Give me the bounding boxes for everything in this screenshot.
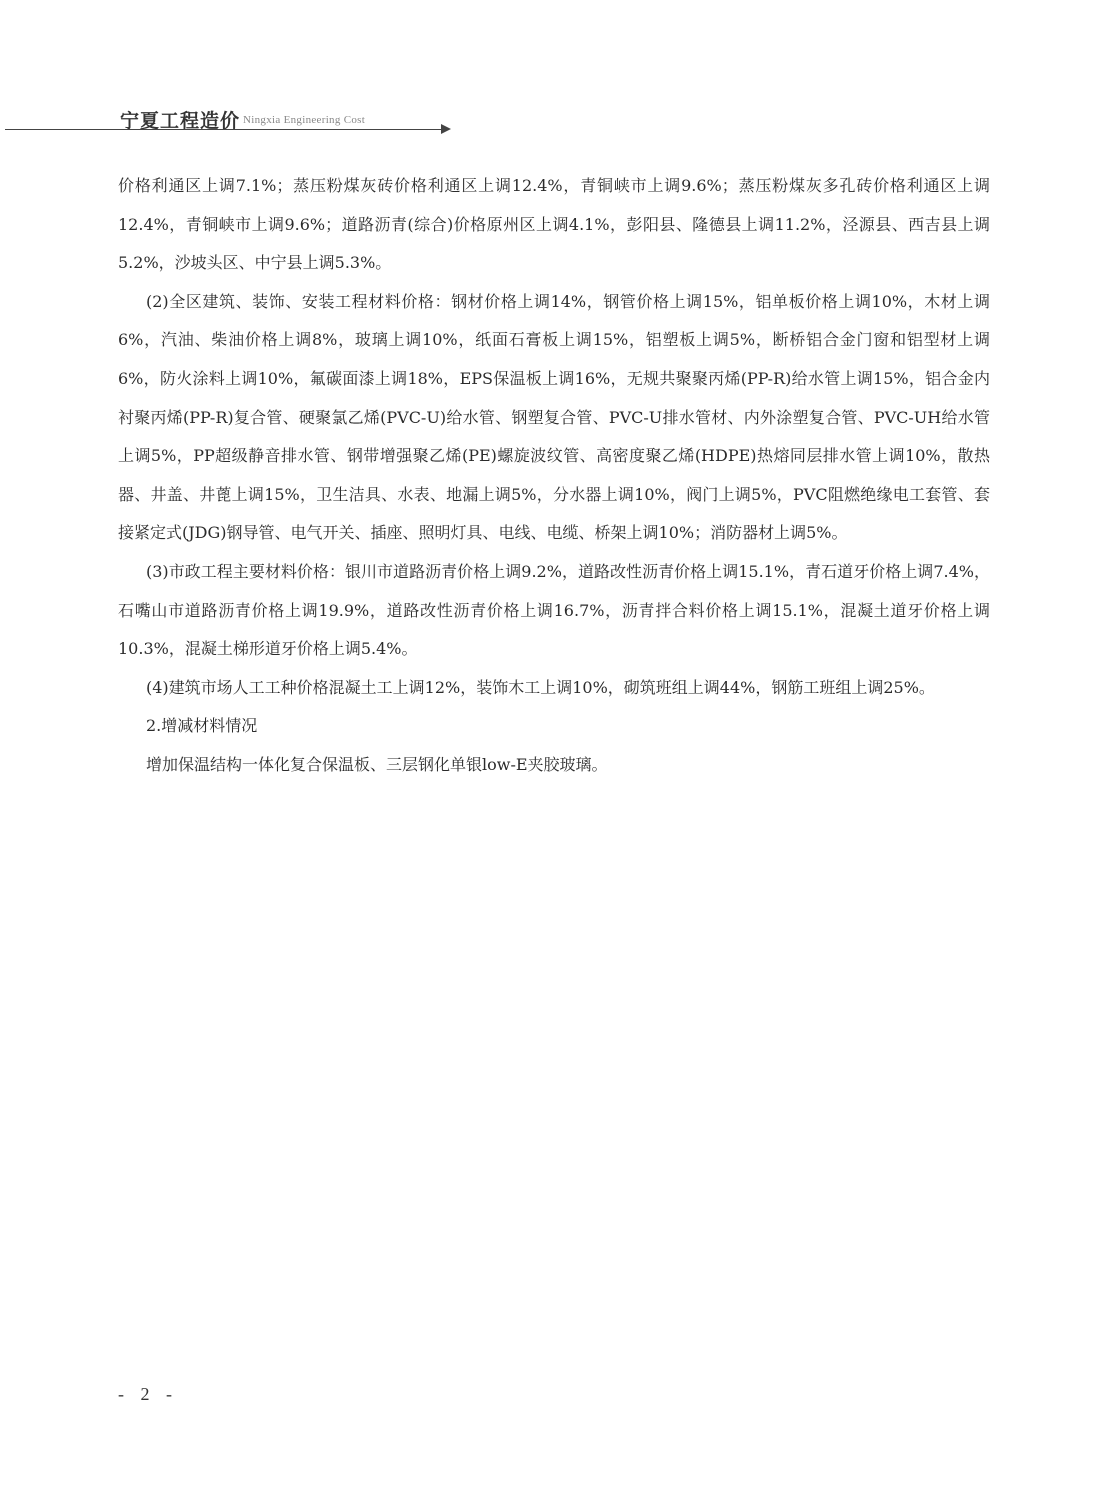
section-heading: 2.增减材料情况 (146, 716, 258, 736)
header-arrow-icon (441, 124, 451, 134)
journal-english-title: Ningxia Engineering Cost (243, 114, 366, 126)
paragraph-municipal-materials: (3)市政工程主要材料价格：银川市道路沥青价格上调9.2%，道路改性沥青价格上调15.1%，青石道牙价格上调7.4%，石嘴山市道路沥青价格上调19.9%，道路改性沥青价格上调16.7%，沥青拌合料价格上调15.1%，混凝土道牙价格上调10.3%，混凝土梯形道牙价格上调5.4%。 (118, 561, 990, 659)
running-header (0, 100, 1105, 140)
paragraph-continued: 价格利通区上调7.1%；蒸压粉煤灰砖价格利通区上调12.4%，青铜峡市上调9.6%；蒸压粉煤灰多孔砖价格利通区上调12.4%，青铜峡市上调9.6%；道路沥青(综合)价格原州区上调4.1%，彭阳县、隆德县上调11.2%，泾源县、西吉县上调5.2%，沙坡头区、中宁县上调5.3%。 (118, 176, 990, 273)
paragraph-added-materials: 增加保温结构一体化复合保温板、三层钢化单银low-E夹胶玻璃。 (146, 754, 608, 774)
paragraph-labor-prices: (4)建筑市场人工工种价格混凝土工上调12%，装饰木工上调10%，砌筑班组上调44%，钢筋工班组上调25%。 (146, 677, 935, 697)
journal-title: 宁夏工程造价 (120, 110, 241, 132)
header-rule (5, 129, 445, 130)
body-text (118, 167, 990, 785)
page-number: - 2 - (118, 1384, 178, 1404)
paragraph-building-materials: (2)全区建筑、装饰、安装工程材料价格：钢材价格上调14%，钢管价格上调15%，铝单板价格上调10%，木材上调6%，汽油、柴油价格上调8%，玻璃上调10%，纸面石膏板上调15%，铝塑板上调5%，断桥铝合金门窗和铝型材上调6%，防火涂料上调10%，氟碳面漆上调18%，EPS保温板上调16%，无规共聚聚丙烯(PP-R)给水管上调15%，铝合金内衬聚丙烯(PP-R)复合管、硬聚氯乙烯(PVC-U)给水管、钢塑复合管、PVC-U排水管材、内外涂塑复合管、PVC-UH给水管上调5%，PP超级静音排水管、钢带增强聚乙烯(PE)螺旋波纹管、高密度聚乙烯(HDPE)热熔同层排水管上调10%，散热器、井盖、井蓖上调15%，卫生洁具、水表、地漏上调5%，分水器上调10%，阀门上调5%，PVC阻燃绝缘电工套管、套接紧定式(JDG)钢导管、电气开关、插座、照明灯具、电线、电缆、桥架上调10%；消防器材上调5%。 (118, 291, 990, 543)
